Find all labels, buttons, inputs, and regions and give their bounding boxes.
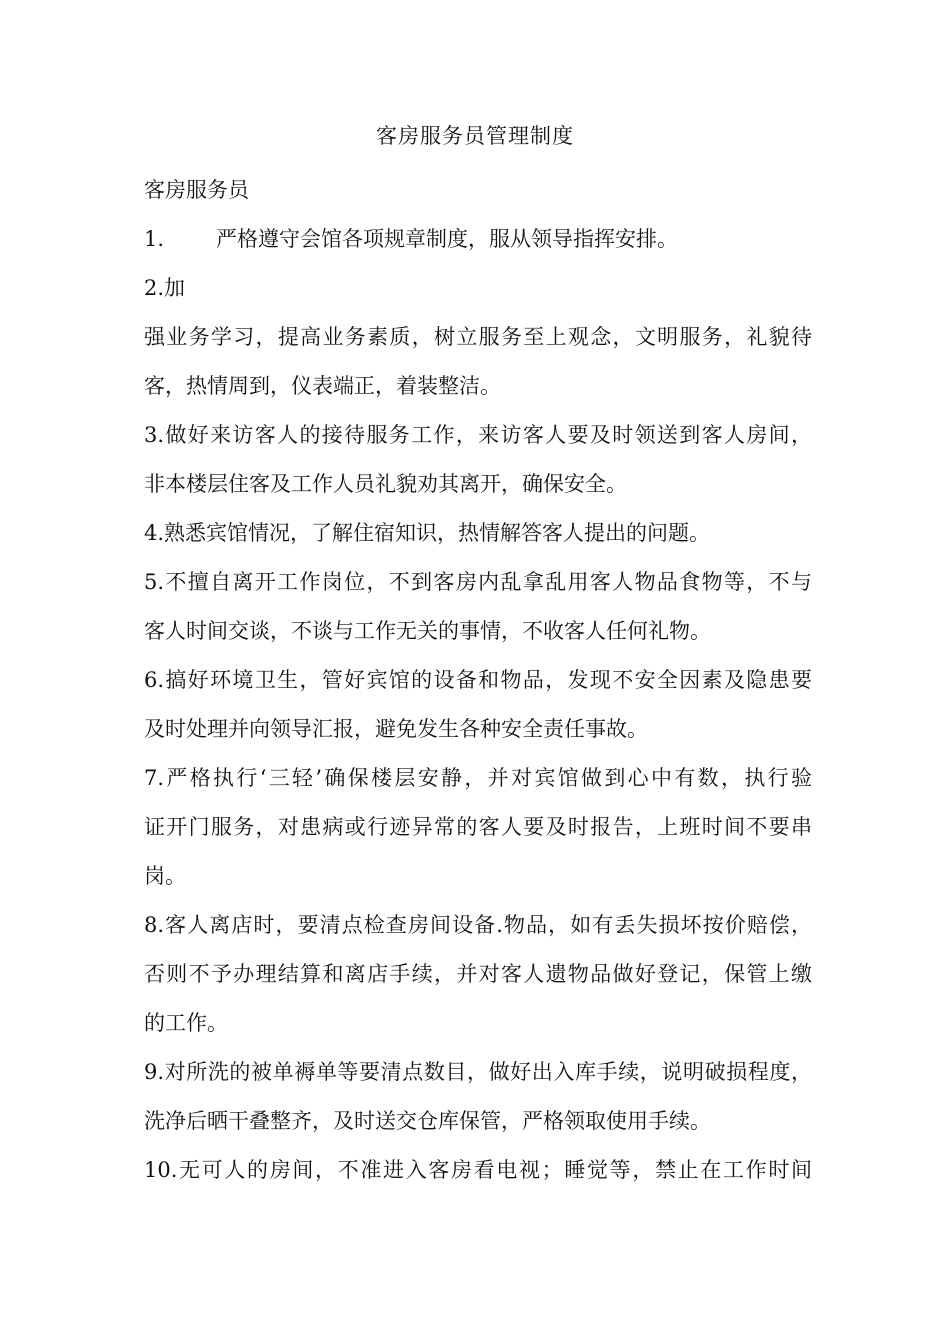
paragraph-line: 证开门服务，对患病或行迹异常的客人要及时报告，上班时间不要串 [144, 815, 812, 839]
paragraph-line: 6.搞好环境卫生，管好宾馆的设备和物品，发现不安全因素及隐患要 [144, 668, 812, 692]
paragraph-line: 3.做好来访客人的接待服务工作，来访客人要及时领送到客人房间， [144, 423, 812, 447]
paragraph-line: 7.严格执行‘三轻’确保楼层安静，并对宾馆做到心中有数，执行验 [144, 766, 812, 790]
paragraph-line: 否则不予办理结算和离店手续，并对客人遗物品做好登记，保管上缴 [144, 962, 812, 986]
paragraph-line: 的工作。 [144, 1011, 228, 1035]
document-body [144, 166, 812, 1195]
paragraph-line: 洗净后晒干叠整齐，及时送交仓库保管，严格领取使用手续。 [144, 1109, 711, 1133]
paragraph-line: 强业务学习，提高业务素质，树立服务至上观念，文明服务，礼貌待 [144, 325, 812, 349]
item-text: 严格遵守会馆各项规章制度，服从领导指挥安排。 [216, 227, 679, 251]
paragraph-line: 及时处理并向领导汇报，避免发生各种安全责任事故。 [144, 717, 648, 741]
paragraph-line: 9.对所洗的被单褥单等要清点数目，做好出入库手续，说明破损程度， [144, 1060, 812, 1084]
paragraph-line: 非本楼层住客及工作人员礼貌劝其离开，确保安全。 [144, 472, 627, 496]
paragraph-line: 客，热情周到，仪表端正，着装整洁。 [144, 374, 501, 398]
paragraph-line: 8.客人离店时，要清点检查房间设备.物品，如有丢失损坏按价赔偿， [144, 913, 812, 937]
list-item-1 [144, 215, 812, 264]
paragraph-line: 2.加 [144, 276, 186, 300]
item-number: 1. [144, 227, 165, 251]
paragraph-line: 岗。 [144, 864, 186, 888]
paragraph-line: 10.无可人的房间，不准进入客房看电视；睡觉等，禁止在工作时间 [144, 1158, 812, 1182]
paragraph-line: 客人时间交谈，不谈与工作无关的事情，不收客人任何礼物。 [144, 619, 711, 643]
paragraph-line: 5.不擅自离开工作岗位，不到客房内乱拿乱用客人物品食物等，不与 [144, 570, 812, 594]
paragraph-line: 4.熟悉宾馆情况，了解住宿知识，热情解答客人提出的问题。 [144, 521, 711, 545]
section-heading: 客房服务员 [144, 178, 249, 202]
document-title: 客房服务员管理制度 [376, 124, 574, 148]
